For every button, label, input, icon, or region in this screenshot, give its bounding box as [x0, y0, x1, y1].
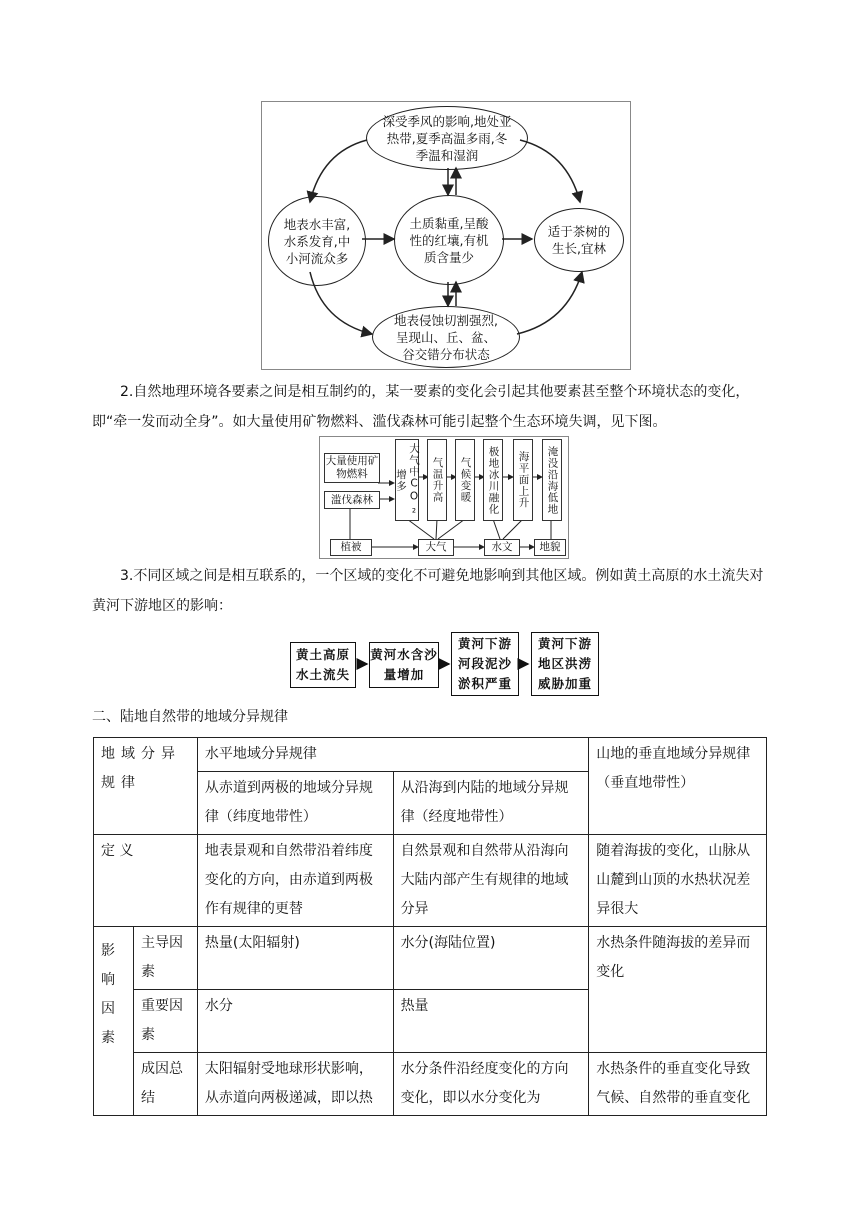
box-vegetation-text: 植被	[340, 541, 362, 553]
box-ice	[483, 439, 503, 521]
table-cell: 重要因素	[133, 990, 197, 1053]
box-fossil-fuel-text: 大量使用矿物燃料	[325, 455, 379, 480]
box-climate-text: 气候变暖	[459, 457, 472, 503]
box-flood	[542, 439, 562, 521]
table-cell: 水分	[197, 990, 393, 1053]
box-hydrology-text: 水文	[491, 541, 513, 553]
table-cell: 太阳辐射受地球形状影响，从赤道向两极递减，即以热	[197, 1053, 393, 1116]
box-silt-deposit-text: 黄河下游河段泥沙淤积严重	[457, 636, 512, 691]
table-cell: 主导因素	[133, 927, 197, 990]
table-cell: 水分(海陆位置)	[393, 927, 589, 990]
box-silt-deposit	[451, 632, 519, 696]
table-cell: 水分条件沿经度变化的方向变化，即以水分变化为	[393, 1053, 589, 1116]
table-cell: 成因总结	[133, 1053, 197, 1116]
node-water-text: 地表水丰富,水系发育,中小河流众多	[283, 216, 351, 266]
node-landform-text: 地表侵蚀切割强烈,呈现山、丘、盆、谷交错分布状态	[394, 312, 498, 362]
paragraph-3: 3.不同区域之间是相互联系的，一个区域的变化不可避免地影响到其他区域。例如黄土高原的水土流失对黄河下游地区的影响：	[92, 568, 764, 614]
table-cell: 地域分异规律	[94, 738, 198, 835]
table-row	[94, 927, 767, 990]
box-temperature	[427, 439, 447, 521]
table-cell: 水平地域分异规律	[197, 738, 588, 772]
box-flood-threat	[531, 632, 599, 696]
box-climate	[455, 439, 475, 521]
section-heading: 二、陆地自然带的地域分异规律	[92, 709, 288, 725]
node-climate	[366, 106, 528, 170]
node-soil	[394, 195, 504, 285]
ecological-imbalance-diagram	[319, 436, 569, 559]
box-atmosphere	[418, 539, 454, 556]
table-cell: 随着海拔的变化，山脉从山麓到山顶的水热状况差异很大	[589, 835, 767, 927]
box-sea-level	[513, 439, 533, 521]
node-climate-text: 深受季风的影响,地处亚热带,夏季高温多雨,冬季温和湿润	[382, 113, 512, 163]
table-cell: 地表景观和自然带沿着纬度变化的方向，由赤道到两极作有规律的更替	[197, 835, 393, 927]
box-sea-level-text: 海平面上升	[517, 451, 530, 509]
node-tea-text: 适于茶树的生长,宜林	[547, 224, 611, 256]
box-sediment-increase-text: 黄河水含沙量增加	[370, 647, 438, 682]
table-cell: 从沿海到内陆的地域分异规律（经度地带性）	[393, 772, 589, 835]
table-cell: 影响因素	[94, 927, 134, 1116]
box-loess-erosion-text: 黄土高原水土流失	[295, 647, 350, 682]
table-cell: 自然景观和自然带从沿海向大陆内部产生有规律的地域分异	[393, 835, 589, 927]
tea-environment-diagram	[261, 101, 631, 370]
table-cell: 水热条件随海拔的差异而变化	[589, 927, 767, 1053]
box-flood-text: 淹没沿海低地	[546, 445, 559, 515]
box-flood-threat-text: 黄河下游地区洪涝威胁加重	[537, 636, 592, 691]
zonation-table	[93, 737, 767, 1116]
table-cell: 热量	[393, 990, 589, 1053]
node-water	[268, 196, 366, 286]
node-tea	[534, 208, 624, 272]
box-co2-text: 大气中CO₂增多	[395, 443, 420, 517]
table-cell: 热量(太阳辐射)	[197, 927, 393, 990]
box-hydrology	[484, 539, 520, 556]
box-vegetation	[330, 539, 372, 556]
paragraph-2: 2.自然地理环境各要素之间是相互制约的，某一要素的变化会引起其他要素甚至整个环境状态的变化，即“牵一发而动全身”。如大量使用矿物燃料、滥伐森林可能引起整个生态环境失调，见下图。	[92, 384, 750, 430]
table-row	[94, 738, 767, 772]
box-landform	[534, 539, 566, 556]
table-cell: 从赤道到两极的地域分异规律（纬度地带性）	[197, 772, 393, 835]
node-landform	[372, 306, 520, 368]
box-loess-erosion	[290, 642, 356, 688]
box-ice-text: 极地冰川融化	[487, 445, 500, 515]
table-cell: 定 义	[94, 835, 198, 927]
table-cell: 水热条件的垂直变化导致气候、自然带的垂直变化	[589, 1053, 767, 1116]
box-deforestation-text: 滥伐森林	[331, 493, 373, 506]
box-temperature-text: 气温升高	[431, 457, 444, 503]
box-deforestation	[324, 491, 380, 509]
node-soil-text: 土质黏重,呈酸性的红壤,有机质含量少	[409, 215, 489, 265]
table-row	[94, 835, 767, 927]
box-fossil-fuel	[324, 453, 380, 483]
box-co2	[395, 439, 419, 521]
box-landform-text: 地貌	[539, 541, 561, 553]
box-sediment-increase	[369, 642, 439, 688]
table-cell: 山地的垂直地域分异规律（垂直地带性）	[589, 738, 767, 835]
table-row	[94, 1053, 767, 1116]
box-atmosphere-text: 大气	[425, 541, 447, 553]
